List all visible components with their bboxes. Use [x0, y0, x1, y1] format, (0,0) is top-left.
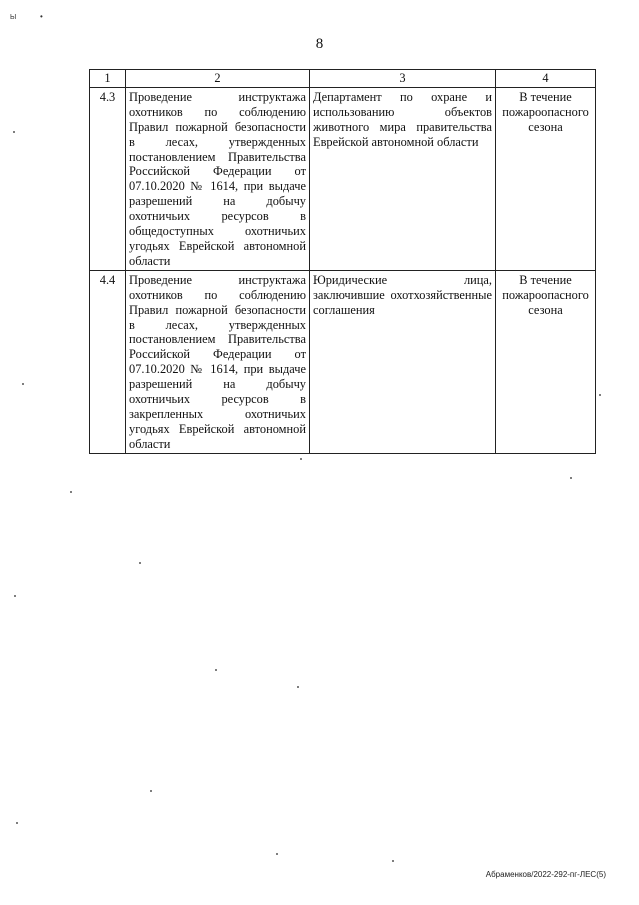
table-header	[90, 70, 596, 88]
row-number: 4.4	[90, 270, 126, 453]
scan-speck	[70, 491, 72, 493]
row-activity: Проведение инструктажа охотников по соблюдению Правил пожарной безопасности в лесах, утвержденных постановлением Правительства Российской Федерации от 07.10.2020 № 1614, при выдаче разрешений на добычу охотничьих ресурсов в общедоступных охотничьих угодьях Еврейской автономной области	[126, 87, 310, 270]
table-row	[90, 87, 596, 270]
row-number: 4.3	[90, 87, 126, 270]
scan-speck	[297, 686, 299, 688]
scan-speck	[215, 669, 217, 671]
document-code: Абраменков/2022-292-пг-ЛЕС(5)	[485, 870, 606, 879]
corner-mark-left: Ы	[10, 14, 17, 21]
measures-table	[89, 69, 596, 454]
scan-speck	[14, 595, 16, 597]
header-col-3: 3	[310, 70, 496, 88]
row-responsible: Департамент по охране и использованию объектов животного мира правительства Еврейской автономной области	[310, 87, 496, 270]
table-body	[90, 87, 596, 453]
header-col-2: 2	[126, 70, 310, 88]
header-col-4: 4	[496, 70, 596, 88]
row-period: В течение пожароопасного сезона	[496, 270, 596, 453]
row-activity: Проведение инструктажа охотников по соблюдению Правил пожарной безопасности в лесах, утвержденных постановлением Правительства Российской Федерации от 07.10.2020 № 1614, при выдаче разрешений на добычу охотничьих ресурсов в закрепленных охотничьих угодьях Еврейской автономной области	[126, 270, 310, 453]
row-responsible: Юридические лица, заключившие охотхозяйственные соглашения	[310, 270, 496, 453]
header-row	[90, 70, 596, 88]
header-col-1: 1	[90, 70, 126, 88]
scan-speck	[392, 860, 394, 862]
row-period: В течение пожароопасного сезона	[496, 87, 596, 270]
scan-speck	[570, 477, 572, 479]
scan-speck	[300, 458, 302, 460]
scan-speck	[139, 562, 141, 564]
scan-speck	[22, 383, 24, 385]
table-row	[90, 270, 596, 453]
scan-speck	[16, 822, 18, 824]
scan-speck	[276, 853, 278, 855]
page-number: 8	[315, 36, 324, 52]
corner-mark-right: •	[40, 12, 43, 21]
scan-speck	[150, 790, 152, 792]
scan-speck	[599, 394, 601, 396]
scan-speck	[13, 131, 15, 133]
